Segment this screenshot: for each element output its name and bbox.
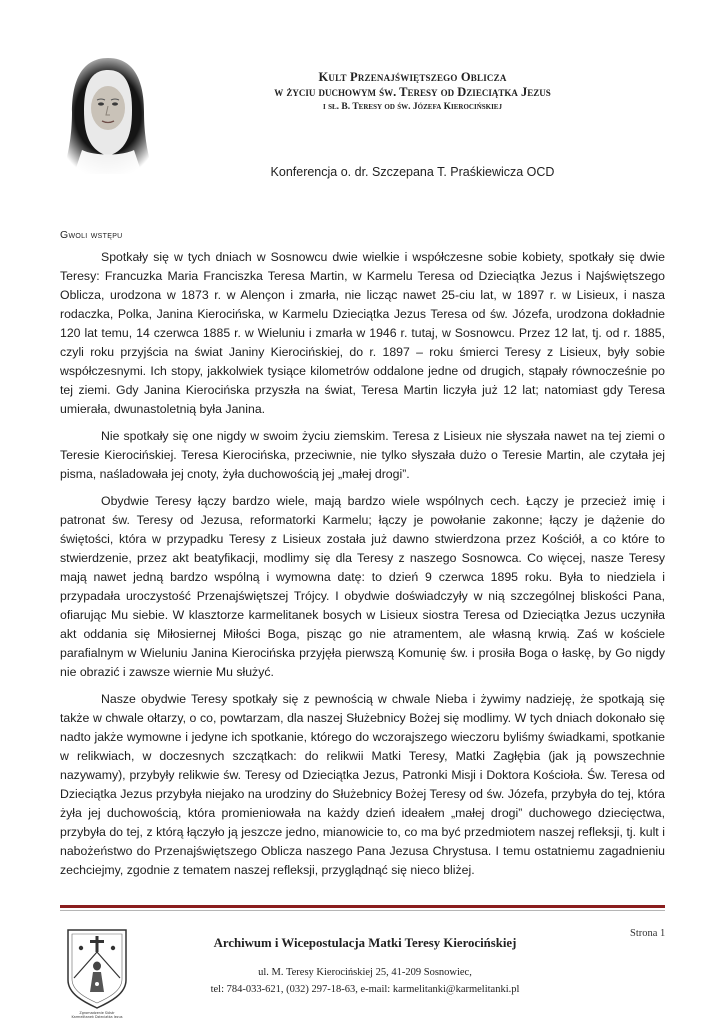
- paragraph: Nie spotkały się one nigdy w swoim życiu ziemskim. Teresa z Lisieux nie słyszała nawet na tej ziemi o Teresie Kierocińskiej. Teresa Kierocińska, przeciwnie, nie tylko słyszała dużo o Teresie Martin, ale czytała jej pisma, naśladowała jej cnoty, żyła duchowością jej „małej drogi”.: [60, 429, 665, 481]
- section-heading: Gwoli wstępu: [60, 229, 123, 241]
- archive-address: ul. M. Teresy Kierocińskiej 25, 41-209 Sosnowiec,: [258, 967, 472, 978]
- conference-author: Konferencja o. dr. Szczepana T. Praśkiewicza OCD: [270, 165, 555, 179]
- title-line-2: w życiu duchowym św. Teresy od Dzieciątka Jezus: [274, 85, 551, 99]
- page-number: Strona 1: [630, 928, 666, 939]
- paragraph: Spotkały się w tych dniach w Sosnowcu dwie wielkie i współczesne sobie kobiety, spotkały się dwie Teresy: Francuzka Maria Franciszka Teresa Martin, w Karmelu Teresa od Dzieciątka Jezus i Najświętszego Oblicza, urodzona w 1873 r. w Alençon i zmarła, nie licząc nawet 25-ciu lat, w 1897 r. w Lisieux, i nasza rodaczka, Polka, Janina Kierocińska, w Karmelu Dzieciątka Jezus Teresa od św. Józefa, urodzona dokładnie 120 lat temu, 14 czerwca 1885 r. w Wieluniu i zmarła w 1946 r. tutaj, w Sosnowcu. Przez 12 lat, tj. od r. 1885, czyli roku przyjścia na świat Janiny Kierocińskiej, do r. 1897 – roku śmierci Teresy z Lisieux, były sobie współczesnymi. Ich stopy, jakkolwiek tysiące kilometrów oddalone jedne od drugich, stąpały równocześnie po tej ziemi. Gdy Janina Kierocińska przyszła na świat, Teresa Martin liczyła już 12 lat; natomiast gdy Teresa umierała, dwunastoletnią była Janina.: [60, 250, 665, 416]
- archive-contact: tel: 784-033-621, (032) 297-18-63, e-mail: karmelitanki@karmelitanki.pl: [210, 984, 520, 995]
- document-body: [60, 248, 665, 888]
- svg-text:Zgromadzenie Sióstr: Zgromadzenie Sióstr: [79, 1011, 115, 1015]
- footer-divider: [60, 905, 665, 908]
- svg-text:Karmelitanek Dzieciątka Jezus: Karmelitanek Dzieciątka Jezus: [71, 1015, 123, 1018]
- carmelite-emblem-logo: [62, 922, 132, 1018]
- paragraph: Nasze obydwie Teresy spotkały się z pewnością w chwale Nieba i żywimy nadzieję, że spotkają się także w chwale ołtarzy, o co, powtarzam, dla naszej Służebnicy Bożej się modlimy. W tych dniach dokonało się nadto jakże wymowne i jedyne ich spotkanie, którego do wczorajszego wieczoru byliśmy świadkami, spotkanie w relikwiach, w doczesnych szczątkach: do relikwii Matki Teresy, Matki Zagłębia (jak ją powszechnie nazywamy), przybyły relikwie św. Teresy od Dzieciątka Jezus, Patronki Misji i Doktora Kościoła. Św. Teresa od Dzieciątka Jezus przybyła niejako na urodziny do Służebnicy Bożej Teresy od św. Józefa, przybyła do tej, która żyła jej duchowością, która promieniowała na każdy dzień ideałem „małej drogi” duchowego dziecięctwa, przybyła do tej, z którą łączyło ją jeszcze jedno, mianowicie to, co ma być przedmiotem naszej refleksji, tj. kult i nabożeństwo do Przenajświętszego Oblicza naszego Pana Jezusa Chrystusa. I temu ostatniemu zagadnieniu zechciejmy, zgodnie z tematem naszej refleksji, przyglądnąć się nieco bliżej.: [60, 692, 665, 877]
- document-title: [160, 70, 665, 115]
- nun-portrait: [58, 54, 158, 174]
- title-line-1: Kult Przenajświętszego Oblicza: [318, 70, 507, 84]
- archive-name: Archiwum i Wicepostulacja Matki Teresy Kierocińskiej: [213, 936, 517, 950]
- footer-divider-thin: [60, 910, 665, 911]
- title-line-3: i sł. B. Teresy od św. Józefa Kierocińskiej: [323, 102, 502, 112]
- paragraph: Obydwie Teresy łączy bardzo wiele, mają bardzo wiele wspólnych cech. Łączy je przecież imię i patronat św. Teresy od Jezusa, reformatorki Karmelu; łączy je powołanie zakonne; łączy je dążenie do świętości, która w przypadku Teresy z Lisieux została już dawno stwierdzona przez Kościół, a co które to stwierdzenie, przez akt beatyfikacji, modlimy się dla Teresy z naszego Sosnowca. Co więcej, nasze Teresy mają nawet jedną bardzo wspólną i wymowna datę: to dzień 9 czerwca 1895 roku. Była to niedziela i przypadała uroczystość Przenajświętszej Trójcy. I obydwie doświadczyły w nią szczególnej bliskości Pana, ofiarując Mu siebie. W klasztorze karmelitanek bosych w Lisieux siostra Teresa od Dzieciątka Jezus uczyniła akt oddania się Miłosiernej Miłości Boga, pisząc go nie atramentem, ale własną krwią. Zaś w kościele parafialnym w Wieluniu Janina Kierocińska przyjęła pierwszą Komunię św. i prosiła Boga o łaskę, by Go nigdy nie obrazić i zawsze wiernie Mu służyć.: [60, 494, 665, 679]
